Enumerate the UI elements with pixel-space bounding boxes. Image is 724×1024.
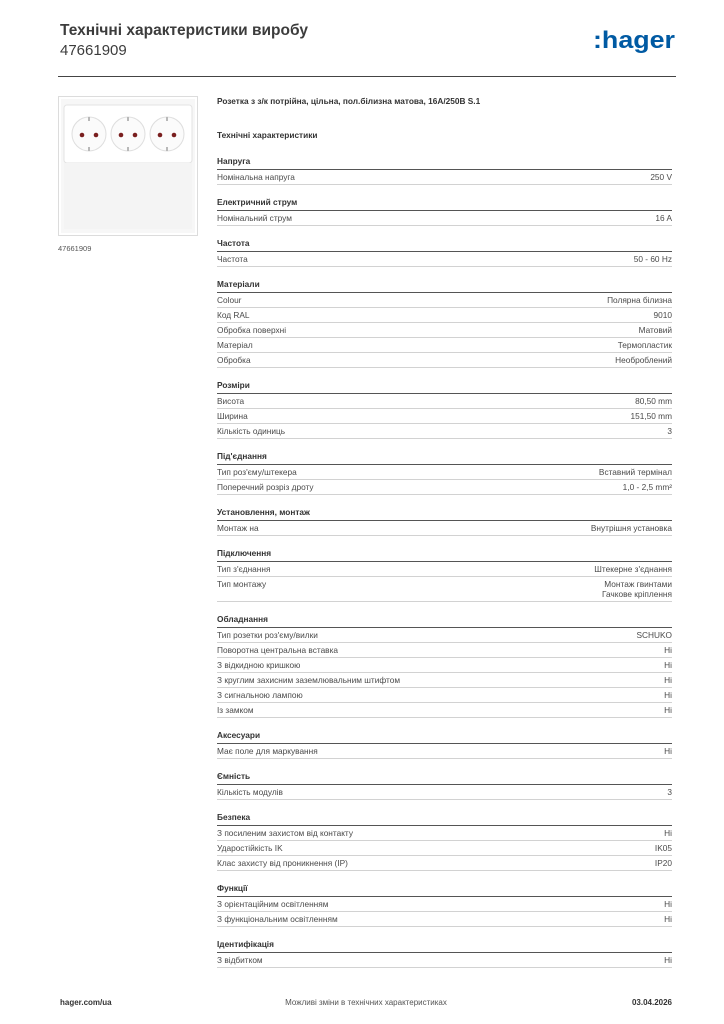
spec-value: 1,0 - 2,5 mm² — [622, 482, 672, 492]
spec-row — [217, 628, 672, 643]
spec-label: Із замком — [217, 705, 254, 715]
spec-group-title: Підключення — [217, 548, 672, 562]
spec-value: Ні — [664, 955, 672, 965]
spec-row — [217, 953, 672, 968]
product-image-frame — [58, 96, 198, 236]
spec-label: Висота — [217, 396, 245, 406]
spec-groups — [217, 156, 672, 968]
footer-date: 03.04.2026 — [631, 998, 672, 1007]
spec-group-title: Частота — [217, 238, 672, 252]
spec-label: Матеріал — [217, 340, 253, 350]
spec-value: Штекерне з'єднання — [594, 564, 672, 574]
spec-row — [217, 856, 672, 871]
spec-label: Код RAL — [217, 310, 250, 320]
spec-label: Монтаж на — [217, 523, 259, 533]
spec-group-title: Розміри — [217, 380, 672, 394]
spec-row — [217, 465, 672, 480]
spec-value: 9010 — [653, 310, 672, 320]
spec-label: Colour — [217, 295, 242, 305]
spec-row — [217, 643, 672, 658]
spec-label: Ударостійкість IK — [217, 843, 283, 853]
spec-value: 16 A — [655, 213, 672, 223]
spec-label: Номінальна напруга — [217, 172, 295, 182]
spec-group — [217, 238, 672, 267]
spec-row — [217, 353, 672, 368]
socket-1 — [72, 117, 106, 151]
spec-row — [217, 394, 672, 409]
spec-label: Номінальний струм — [217, 213, 292, 223]
spec-value: Необроблений — [615, 355, 672, 365]
spec-group-title: Матеріали — [217, 279, 672, 293]
specifications — [217, 96, 672, 980]
spec-row — [217, 521, 672, 536]
spec-value: SCHUKO — [636, 630, 672, 640]
spec-label: Тип з'єднання — [217, 564, 271, 574]
spec-row — [217, 252, 672, 267]
spec-row — [217, 293, 672, 308]
spec-label: Обробка — [217, 355, 251, 365]
spec-row — [217, 826, 672, 841]
svg-text::hager: :hager — [593, 27, 675, 53]
spec-group-title: Ємність — [217, 771, 672, 785]
spec-row — [217, 562, 672, 577]
spec-label: З відкидною кришкою — [217, 660, 301, 670]
spec-label: З орієнтаційним освітленням — [217, 899, 329, 909]
spec-label: Кількість одиниць — [217, 426, 286, 436]
socket-3 — [150, 117, 184, 151]
spec-value: Термопластик — [617, 340, 672, 350]
spec-value: Полярна білизна — [607, 295, 672, 305]
product-description: Розетка з з/к потрійна, цільна, пол.білизна матова, 16А/250В S.1 — [217, 96, 481, 106]
spec-label: Має поле для маркування — [217, 746, 318, 756]
spec-label: Поворотна центральна вставка — [217, 645, 339, 655]
spec-row — [217, 785, 672, 800]
spec-label: Тип роз'єму/штекера — [217, 467, 297, 477]
specs-title: Технічні характеристики — [217, 130, 318, 140]
spec-group — [217, 730, 672, 759]
spec-row — [217, 673, 672, 688]
spec-value: 250 V — [650, 172, 672, 182]
spec-group-title: Під'єднання — [217, 451, 672, 465]
spec-group-title: Установлення, монтаж — [217, 507, 672, 521]
spec-group-title: Електричний струм — [217, 197, 672, 211]
spec-group — [217, 812, 672, 871]
spec-row — [217, 424, 672, 439]
spec-group-title: Безпека — [217, 812, 672, 826]
spec-value: Монтаж гвинтами Гачкове кріплення — [601, 579, 672, 599]
product-image — [61, 99, 195, 233]
spec-value: Ні — [664, 660, 672, 670]
spec-label: Поперечний розріз дроту — [217, 482, 314, 492]
socket-2 — [111, 117, 145, 151]
spec-label: Ширина — [217, 411, 248, 421]
spec-value: 151,50 mm — [630, 411, 672, 421]
spec-label: Кількість модулів — [217, 787, 283, 797]
spec-value: IP20 — [654, 858, 672, 868]
spec-row — [217, 912, 672, 927]
spec-row — [217, 688, 672, 703]
footer-disclaimer: Можливі зміни в технічних характеристиках — [285, 998, 447, 1007]
spec-label: Обробка поверхні — [217, 325, 287, 335]
header-divider — [58, 76, 676, 77]
spec-group — [217, 197, 672, 226]
spec-group-title: Обладнання — [217, 614, 672, 628]
page-header — [60, 22, 308, 60]
spec-value: Внутрішня установка — [590, 523, 672, 533]
spec-group — [217, 548, 672, 602]
spec-value: 50 - 60 Hz — [633, 254, 672, 264]
spec-value: Ні — [664, 705, 672, 715]
spec-group — [217, 279, 672, 368]
spec-group — [217, 380, 672, 439]
spec-group — [217, 614, 672, 718]
hager-logo — [593, 27, 677, 53]
spec-value: Ні — [664, 899, 672, 909]
spec-row — [217, 744, 672, 759]
spec-group — [217, 939, 672, 968]
spec-group-title: Ідентифікація — [217, 939, 672, 953]
spec-value: Ні — [664, 828, 672, 838]
spec-group-title: Функції — [217, 883, 672, 897]
spec-row — [217, 577, 672, 602]
spec-group — [217, 507, 672, 536]
spec-row — [217, 338, 672, 353]
spec-value: Ні — [664, 690, 672, 700]
product-code-heading: 47661909 — [60, 42, 127, 59]
spec-label: З функціональним освітленням — [217, 914, 338, 924]
spec-label: З круглим захисним заземлювальним штифтом — [217, 675, 401, 685]
spec-value: 3 — [667, 426, 672, 436]
spec-label: З посиленим захистом від контакту — [217, 828, 353, 838]
spec-label: Тип монтажу — [217, 579, 267, 589]
spec-label: Тип розетки роз'єму/вилки — [217, 630, 318, 640]
spec-value: 3 — [667, 787, 672, 797]
spec-value: 80,50 mm — [635, 396, 672, 406]
spec-label: З відбитком — [217, 955, 263, 965]
spec-group — [217, 771, 672, 800]
spec-row — [217, 211, 672, 226]
spec-row — [217, 323, 672, 338]
spec-group — [217, 156, 672, 185]
spec-row — [217, 841, 672, 856]
spec-label: Частота — [217, 254, 248, 264]
spec-row — [217, 480, 672, 495]
spec-value: Ні — [664, 675, 672, 685]
footer-website-link[interactable]: hager.com/ua — [60, 998, 112, 1007]
spec-row — [217, 308, 672, 323]
spec-row — [217, 170, 672, 185]
spec-group-title: Напруга — [217, 156, 672, 170]
spec-value: Вставний термінал — [598, 467, 672, 477]
spec-row — [217, 658, 672, 673]
page-title: Технічні характеристики виробу — [60, 22, 308, 39]
spec-group-title: Аксесуари — [217, 730, 672, 744]
spec-value: Ні — [664, 914, 672, 924]
spec-row — [217, 897, 672, 912]
spec-value: Ні — [664, 746, 672, 756]
spec-row — [217, 703, 672, 718]
spec-value: Матовий — [638, 325, 672, 335]
spec-label: З сигнальною лампою — [217, 690, 303, 700]
spec-value: Ні — [664, 645, 672, 655]
spec-group — [217, 451, 672, 495]
product-image-label: 47661909 — [58, 244, 92, 253]
spec-group — [217, 883, 672, 927]
spec-row — [217, 409, 672, 424]
spec-value: IK05 — [654, 843, 672, 853]
spec-label: Клас захисту від проникнення (IP) — [217, 858, 348, 868]
